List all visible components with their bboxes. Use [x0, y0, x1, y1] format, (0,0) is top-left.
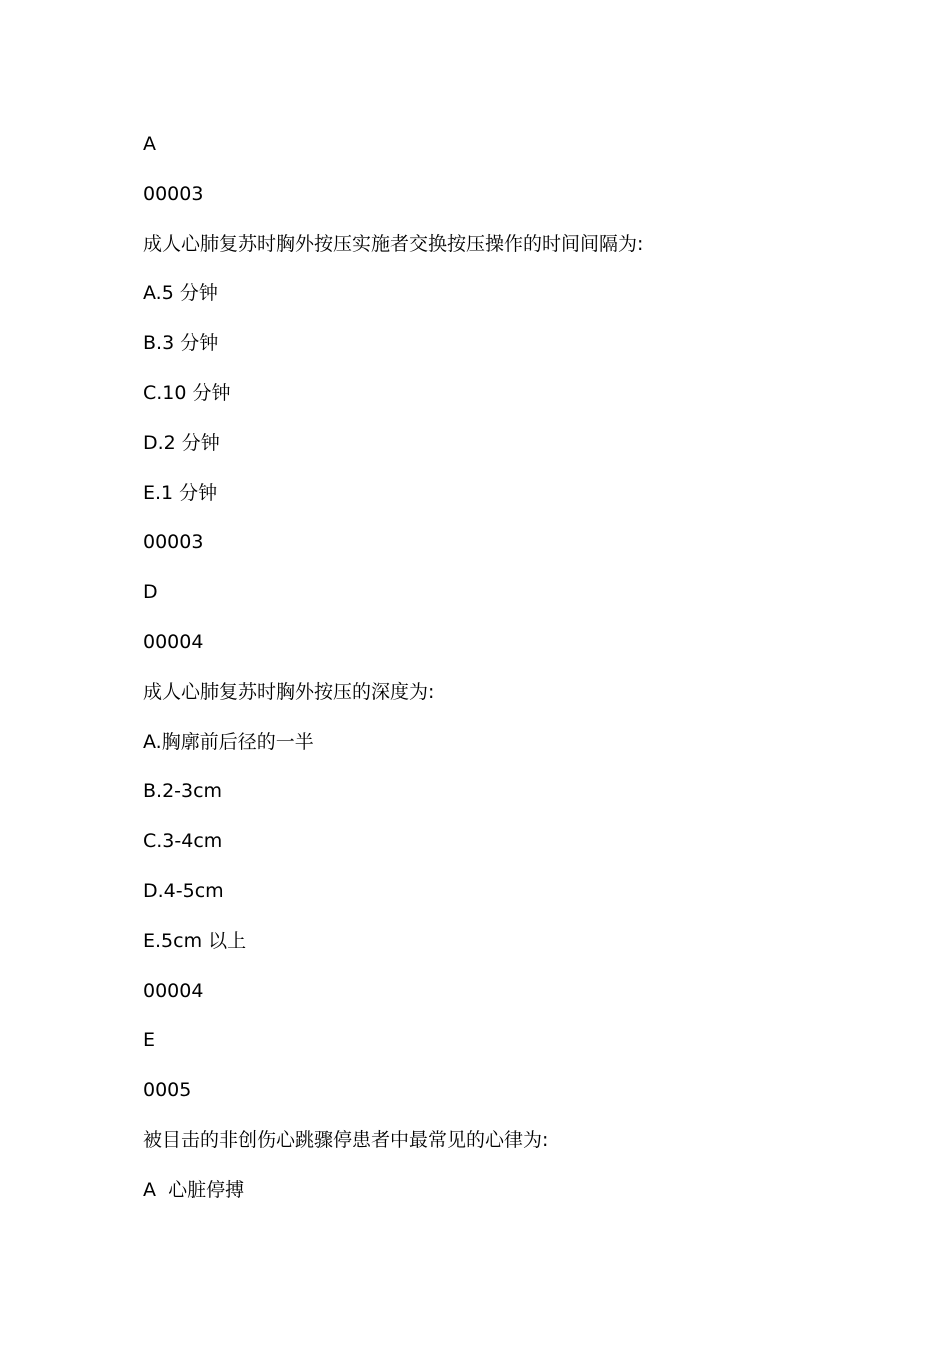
option-e: E.1 分钟 — [143, 481, 218, 504]
option-e: E.5cm 以上 — [143, 929, 247, 952]
option-a: A.胸廓前后径的一半 — [143, 730, 314, 753]
option-a: A 心脏停搏 — [143, 1178, 245, 1201]
option-a: A.5 分钟 — [143, 282, 218, 305]
answer-line: E — [143, 1029, 156, 1052]
option-d: D.4-5cm — [143, 879, 224, 902]
question-number: 00004 — [143, 630, 204, 653]
option-d: D.2 分钟 — [143, 431, 220, 454]
option-b: B.2-3cm — [143, 780, 223, 803]
answer-line: A — [143, 133, 156, 155]
answer-number: 00004 — [143, 979, 204, 1002]
question-number: 0005 — [143, 1079, 192, 1102]
question-number: 00003 — [143, 182, 204, 205]
answer-number: 00003 — [143, 531, 204, 554]
option-b: B.3 分钟 — [143, 332, 219, 355]
option-c: C.10 分钟 — [143, 381, 231, 404]
question-text: 成人心肺复苏时胸外按压实施者交换按压操作的时间间隔为: — [143, 232, 644, 255]
question-text: 被目击的非创伤心跳骤停患者中最常见的心律为: — [143, 1128, 549, 1151]
question-text: 成人心肺复苏时胸外按压的深度为: — [143, 680, 435, 703]
option-c: C.3-4cm — [143, 830, 223, 853]
document-body — [143, 132, 643, 1228]
answer-line: D — [143, 581, 158, 604]
